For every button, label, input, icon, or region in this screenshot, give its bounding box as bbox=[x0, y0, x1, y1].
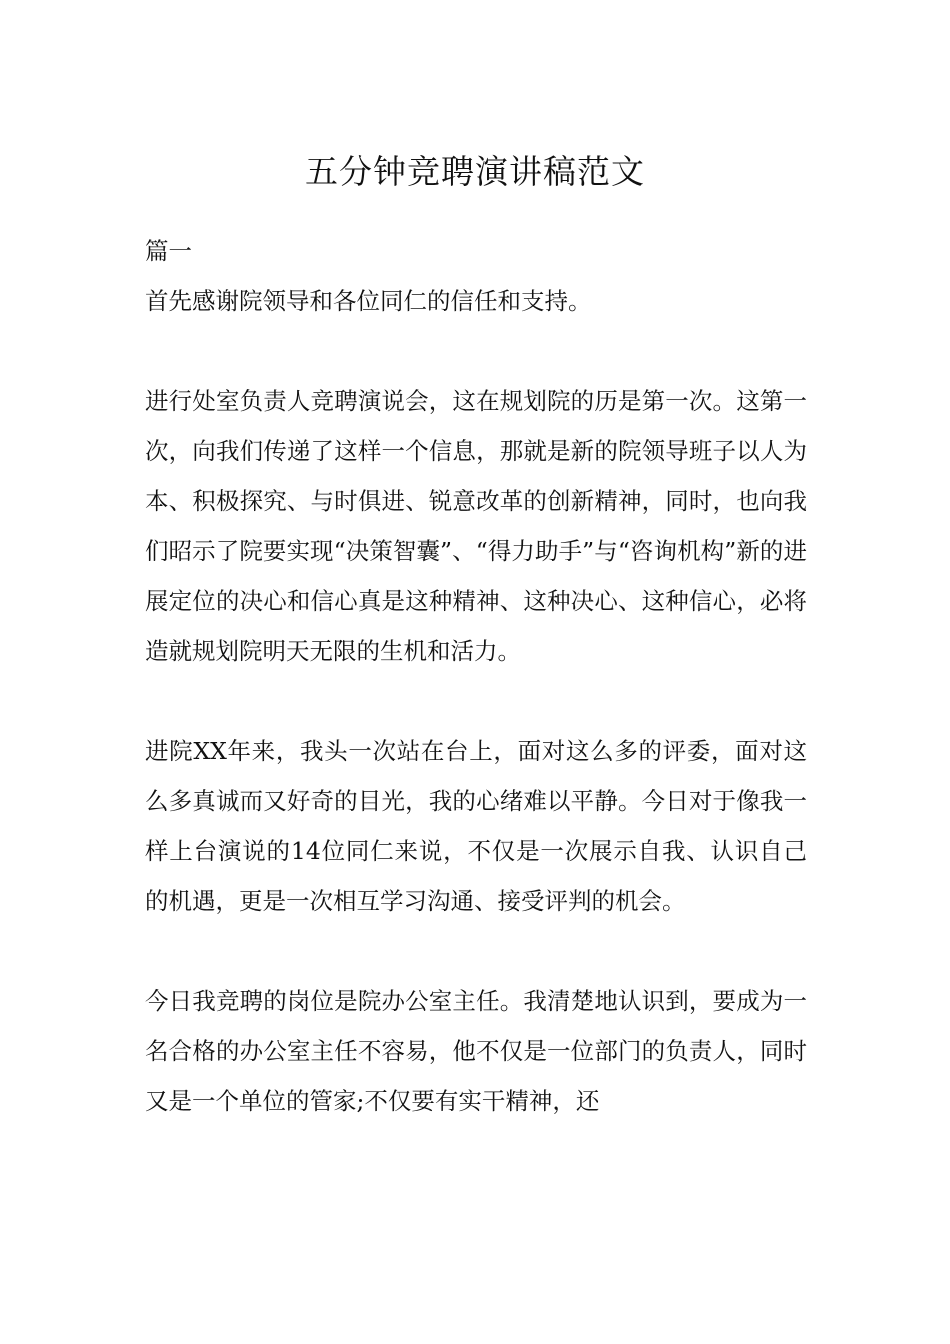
paragraph-gap bbox=[145, 676, 807, 726]
paragraph-gap bbox=[145, 326, 807, 376]
paragraph-3: 进院XX年来，我头一次站在台上，面对这么多的评委，面对这么多真诚而又好奇的目光，我的心绪难以平静。今日对于像我一样上台演说的14位同仁来说，不仅是一次展示自我、认识自己的机遇，更是一次相互学习沟通、接受评判的机会。 bbox=[145, 737, 807, 915]
document-title: 五分钟竞聘演讲稿范文 bbox=[305, 152, 645, 192]
paragraph-2: 进行处室负责人竞聘演说会，这在规划院的历是第一次。这第一次，向我们传递了这样一个信息，那就是新的院领导班子以人为本、积极探究、与时俱进、锐意改革的创新精神，同时，也向我们昭示了院要实现“决策智囊”、“得力助手”与“咨询机构”新的进展定位的决心和信心真是这种精神、这种决心、这种信心，必将造就规划院明天无限的生机和活力。 bbox=[145, 387, 807, 665]
paragraph-gap bbox=[145, 926, 807, 976]
document-body bbox=[145, 226, 807, 1126]
paragraph-1: 首先感谢院领导和各位同仁的信任和支持。 bbox=[145, 287, 592, 315]
paragraph-4: 今日我竞聘的岗位是院办公室主任。我清楚地认识到，要成为一名合格的办公室主任不容易，他不仅是一位部门的负责人，同时又是一个单位的管家;不仅要有实干精神，还 bbox=[145, 987, 807, 1115]
section-label: 篇一 bbox=[145, 237, 192, 265]
